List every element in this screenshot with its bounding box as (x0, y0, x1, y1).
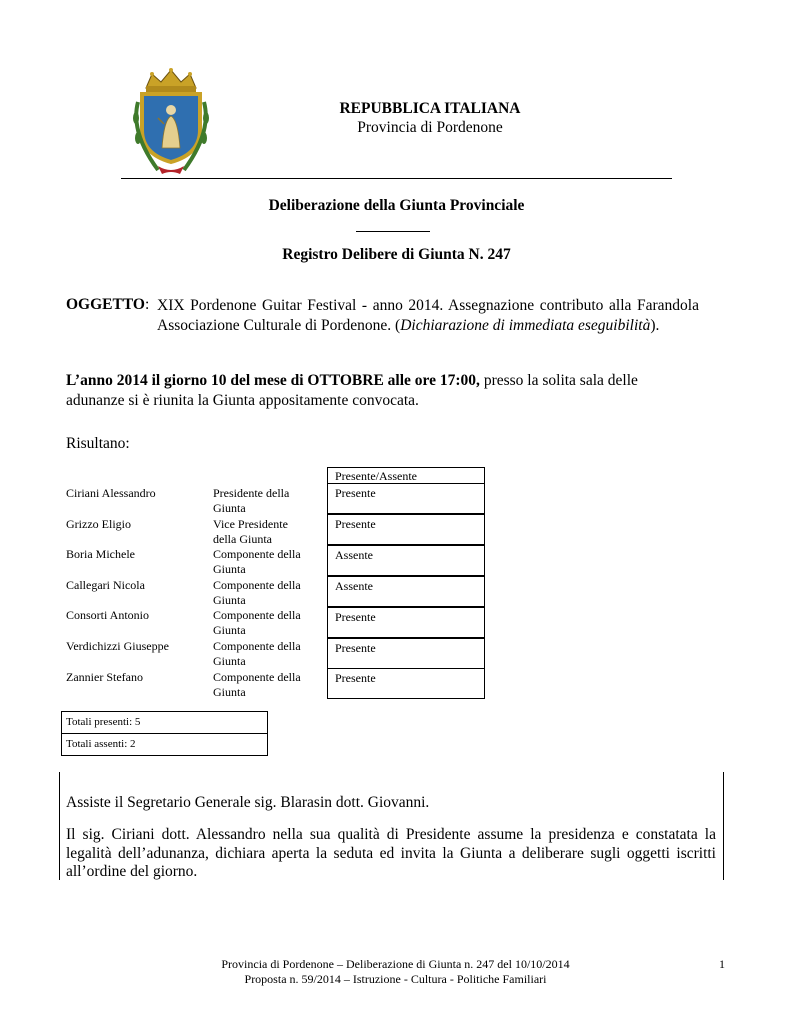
secretary-line: Assiste il Segretario Generale sig. Blarasin dott. Giovanni. (66, 794, 430, 811)
member-status: Presente (327, 514, 485, 545)
title-underline (356, 231, 430, 232)
member-role: Componente della Giunta (213, 578, 301, 607)
member-status: Presente (327, 607, 485, 638)
registry-number: Registro Delibere di Giunta N. 247 (282, 246, 511, 263)
header-subtitle: Provincia di Pordenone (357, 119, 503, 136)
member-name: Consorti Antonio (66, 608, 150, 622)
member-role: Componente della Giunta (213, 639, 301, 668)
oggetto-text: XIX Pordenone Guitar Festival - anno 2014. Assegnazione contributo alla Farandola Associazione Culturale di Pordenone. (Dichiarazione di immediata eseguibilità). (157, 297, 699, 334)
left-margin-bar (59, 772, 60, 880)
right-margin-bar (723, 772, 724, 880)
member-role: Componente della Giunta (213, 608, 301, 637)
opening-paragraph: Il sig. Ciriani dott. Alessandro nella sua qualità di Presidente assume la presidenza e constatata la legalità dell’adunanza, dichiara aperta la seduta ed invita la Giunta a deliberare sugli oggetti iscritti all’ordine del giorno. (66, 826, 716, 880)
member-name: Callegari Nicola (66, 578, 145, 592)
member-role: Componente della Giunta (213, 547, 301, 576)
member-status: Assente (327, 576, 485, 607)
page-number: 1 (719, 957, 725, 971)
risultano-label: Risultano: (66, 435, 130, 452)
header-title: REPUBBLICA ITALIANA (339, 100, 521, 117)
header-divider (121, 178, 672, 179)
totals-present: Totali presenti: 5 (61, 711, 268, 734)
member-role: Presidente della Giunta (213, 486, 290, 515)
member-role: Vice Presidente della Giunta (213, 517, 288, 546)
footer-line-2: Proposta n. 59/2014 – Istruzione - Cultura - Politiche Familiari (244, 972, 547, 986)
member-status: Presente (327, 638, 485, 669)
member-status: Assente (327, 545, 485, 576)
session-paragraph: L’anno 2014 il giorno 10 del mese di OTTOBRE alle ore 17:00, presso la solita sala delle adunanze si è riunita la Giunta appositamente convocata. (66, 372, 638, 409)
presence-column-header: Presente/Assente (327, 467, 485, 483)
member-name: Ciriani Alessandro (66, 486, 156, 500)
oggetto-label: OGGETTO: (66, 296, 150, 313)
member-status: Presente (327, 668, 485, 699)
footer-line-1: Provincia di Pordenone – Deliberazione di Giunta n. 247 del 10/10/2014 (221, 957, 570, 971)
member-role: Componente della Giunta (213, 670, 301, 699)
coat-of-arms-icon (128, 66, 214, 176)
member-name: Zannier Stefano (66, 670, 143, 684)
totals-absent: Totali assenti: 2 (61, 733, 268, 756)
document-title: Deliberazione della Giunta Provinciale (268, 197, 525, 214)
member-name: Grizzo Eligio (66, 517, 131, 531)
member-status: Presente (327, 483, 485, 514)
member-name: Boria Michele (66, 547, 135, 561)
member-name: Verdichizzi Giuseppe (66, 639, 169, 653)
